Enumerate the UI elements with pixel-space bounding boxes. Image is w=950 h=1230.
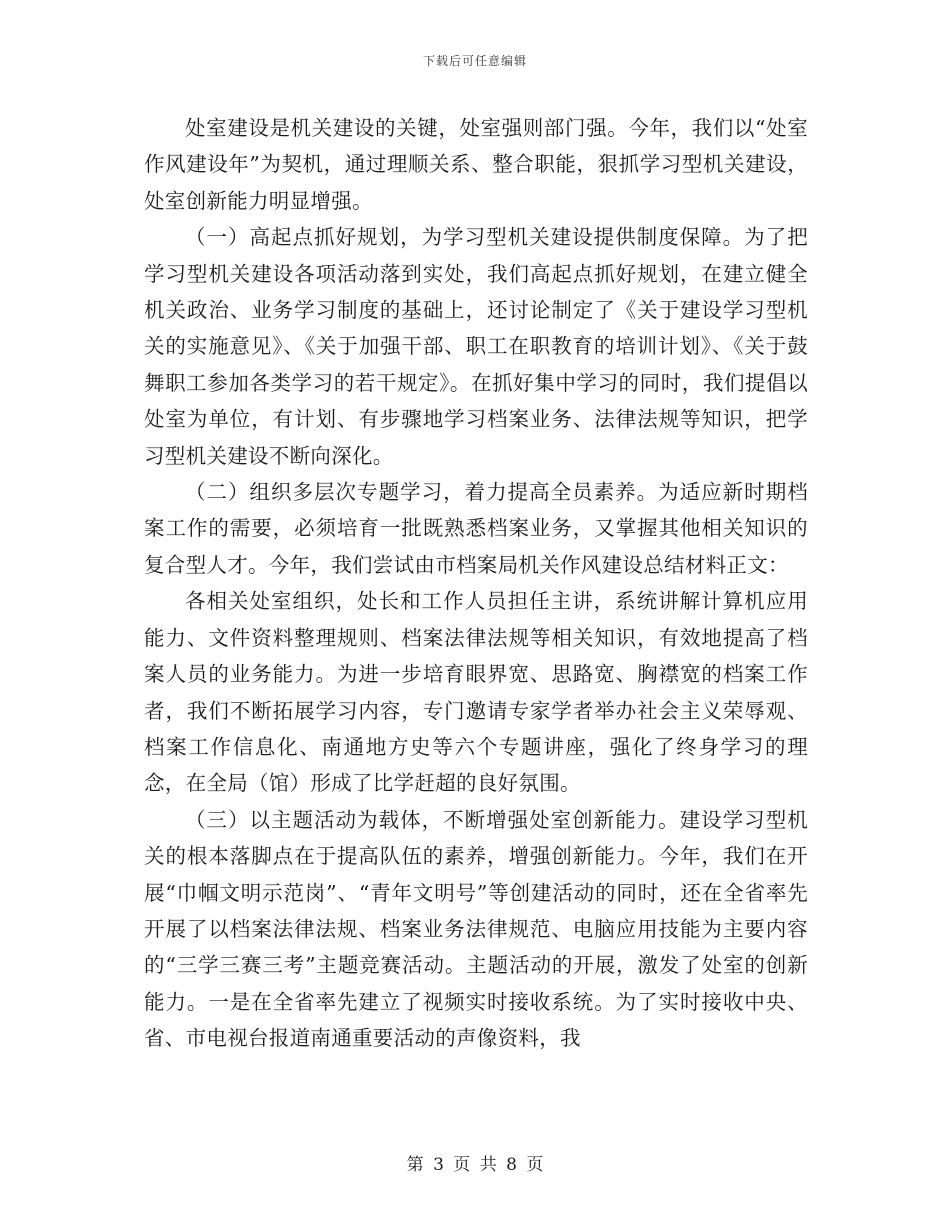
page-header: 下载后可任意编辑 (422, 54, 527, 68)
paragraph-section-1: （一）高起点抓好规划，为学习型机关建设提供制度保障。为了把学习型机关建设各项活动落到实处，我们高起点抓好规划，在建立健全机关政治、业务学习制度的基础上，还讨论制定了《关于建设学习型机关的实施意见》、《关于加强干部、职工在职教育的培训计划》、《关于鼓舞职工参加各类学习的若干规定》。在抓好集中学习的同时，我们提倡以处室为单位，有计划、有步骤地学习档案业务、法律法规等知识，把学习型机关建设不断向深化。 (144, 225, 808, 468)
paragraph-intro: 处室建设是机关建设的关键，处室强则部门强。今年，我们以“处室作风建设年”为契机，通过理顺关系、整合职能，狠抓学习型机关建设，处室创新能力明显增强。 (144, 116, 808, 213)
paragraph-section-3: （三）以主题活动为载体，不断增强处室创新能力。建设学习型机关的根本落脚点在于提高队伍的素养，增强创新能力。今年，我们在开展“巾帼文明示范岗”、“青年文明号”等创建活动的同时，还在全省率先开展了以档案法律法规、档案业务法律规范、电脑应用技能为主要内容的“三学三赛三考”主题竞赛活动。主题活动的开展，激发了处室的创新能力。一是在全省率先建立了视频实时接收系统。为了实时接收中央、省、市电视台报道南通重要活动的声像资料，我 (144, 807, 808, 1051)
paragraph-section-2: （二）组织多层次专题学习，着力提高全员素养。为适应新时期档案工作的需要，必须培育一批既熟悉档案业务，又掌握其他相关知识的复合型人才。今年，我们尝试由市档案局机关作风建设总结材料正文： (144, 480, 808, 577)
page-number: 第 3 页 共 8 页 (406, 1155, 544, 1175)
paragraph-section-2-continued: 各相关处室组织，处长和工作人员担任主讲，系统讲解计算机应用能力、文件资料整理规则、档案法律法规等相关知识，有效地提高了档案人员的业务能力。为进一步培育眼界宽、思路宽、胸襟宽的档案工作者，我们不断拓展学习内容，专门邀请专家学者举办社会主义荣辱观、档案工作信息化、南通地方史等六个专题讲座，强化了终身学习的理念，在全局（馆）形成了比学赶超的良好氛围。 (144, 589, 808, 796)
document-body (144, 110, 808, 1057)
